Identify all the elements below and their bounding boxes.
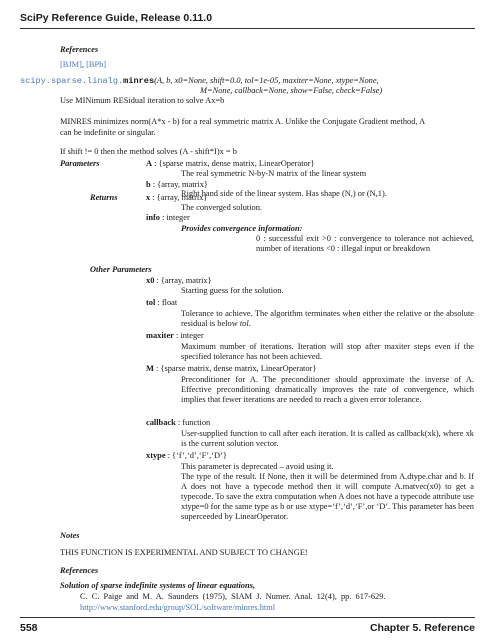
param-M: M : {sparse matrix, dense matrix, LinearOperator} <box>146 364 317 373</box>
reference-url-link[interactable]: http://www.stanford.edu/group/SOL/software/minres.html <box>80 603 276 612</box>
param-xtype: xtype : {‘f’,‘d’,‘F’,‘D’} <box>146 451 227 460</box>
param-b: b : {array, matrix} <box>146 180 208 189</box>
param-xtype-desc-1: This parameter is deprecated – avoid using it. <box>181 462 334 471</box>
function-signature <box>20 75 379 86</box>
running-header: SciPy Reference Guide, Release 0.11.0 <box>20 12 213 24</box>
param-A-desc: The real symmetric N-by-N matrix of the linear system <box>181 169 367 178</box>
parameters-label: Parameters <box>60 159 100 168</box>
param-tol-desc: Tolerance to achieve. The algorithm terminates when either the relative or the absolute residual is below tol. <box>181 309 474 328</box>
signature-module: scipy.sparse.linalg. <box>20 76 124 86</box>
reference-title: Solution of sparse indefinite systems of linear equations, <box>60 581 255 590</box>
param-M-desc: Preconditioner for A. The preconditioner should approximate the inverse of A. Effective preconditioning dramatically improves the rate of convergence, which implies that fewer iterations are needed to reach a given error tolerance. <box>181 375 474 404</box>
param-A: A : {sparse matrix, dense matrix, LinearOperator} <box>146 159 315 168</box>
signature-func: minres <box>123 76 155 86</box>
desc-line-1: Use MINimum RESidual iteration to solve Ax=b <box>60 96 225 105</box>
notes-text: THIS FUNCTION IS EXPERIMENTAL AND SUBJECT TO CHANGE! <box>60 548 308 557</box>
chapter-label: Chapter 5. Reference <box>369 622 475 634</box>
param-x0: x0 : {array, matrix} <box>146 276 212 285</box>
desc-line-3: can be indefinite or singular. <box>60 128 156 137</box>
signature-args-1: (A, b, x0=None, shift=0.0, tol=1e-05, maxiter=None, xtype=None, <box>154 76 379 85</box>
param-callback-desc: User-supplied function to call after each iteration. It is called as callback(xk), where xk is the current solution vector. <box>181 429 474 448</box>
other-parameters-label: Other Parameters <box>90 265 152 274</box>
param-callback: callback : function <box>146 418 211 427</box>
reference-link-bph[interactable]: [BPh] <box>86 60 107 69</box>
desc-line-2: MINRES minimizes norm(A*x - b) for a real symmetric matrix A. Unlike the Conjugate Gradient method, A <box>60 117 426 126</box>
param-b-desc: Right hand side of the linear system. Has shape (N,) or (N,1). <box>181 189 387 198</box>
footer-rule <box>20 617 475 618</box>
signature-args-2: M=None, callback=None, show=False, check=False) <box>200 86 383 95</box>
reference-links: [BJM], [BPh] <box>60 60 107 69</box>
return-info-text: 0 : successful exit >0 : convergence to tolerance not achieved, number of iterations <0 : illegal input or breakdown <box>256 234 474 253</box>
page-number: 558 <box>20 622 38 634</box>
return-info: info : integer <box>146 213 190 222</box>
reference-citation: C. C. Paige and M. A. Saunders (1975), SIAM J. Numer. Anal. 12(4), pp. 617-629. <box>80 592 386 601</box>
return-x-desc: The converged solution. <box>181 203 263 212</box>
reference-link-bjm[interactable]: [BJM] <box>60 60 82 69</box>
references-heading: References <box>60 45 99 54</box>
returns-label: Returns <box>90 193 118 202</box>
param-x0-desc: Starting guess for the solution. <box>181 286 284 295</box>
desc-line-4: If shift != 0 then the method solves (A - shift*I)x = b <box>60 147 237 156</box>
param-maxiter: maxiter : integer <box>146 331 204 340</box>
references-heading-2: References <box>60 566 99 575</box>
return-info-heading: Provides convergence information: <box>181 224 303 233</box>
param-maxiter-desc: Maximum number of iterations. Iteration will stop after maxiter steps even if the specified tolerance has not been achieved. <box>181 342 474 361</box>
header-rule <box>20 28 475 29</box>
notes-heading: Notes <box>60 531 80 540</box>
return-x: x : {array, matrix} <box>146 193 208 202</box>
param-tol: tol : float <box>146 298 178 307</box>
param-xtype-desc-2: The type of the result. If None, then it will be determined from A.dtype.char and b. If A does not have a typecode method then it will compute A.matvec(x0) to get a typecode. To save the extra computation when A does not have a typecode attribute use xtype=0 for the same type as b or use xtype=‘f’,‘d’,‘F’,or ‘D’. This parameter has been superceeded by LinearOperator. <box>181 472 474 521</box>
